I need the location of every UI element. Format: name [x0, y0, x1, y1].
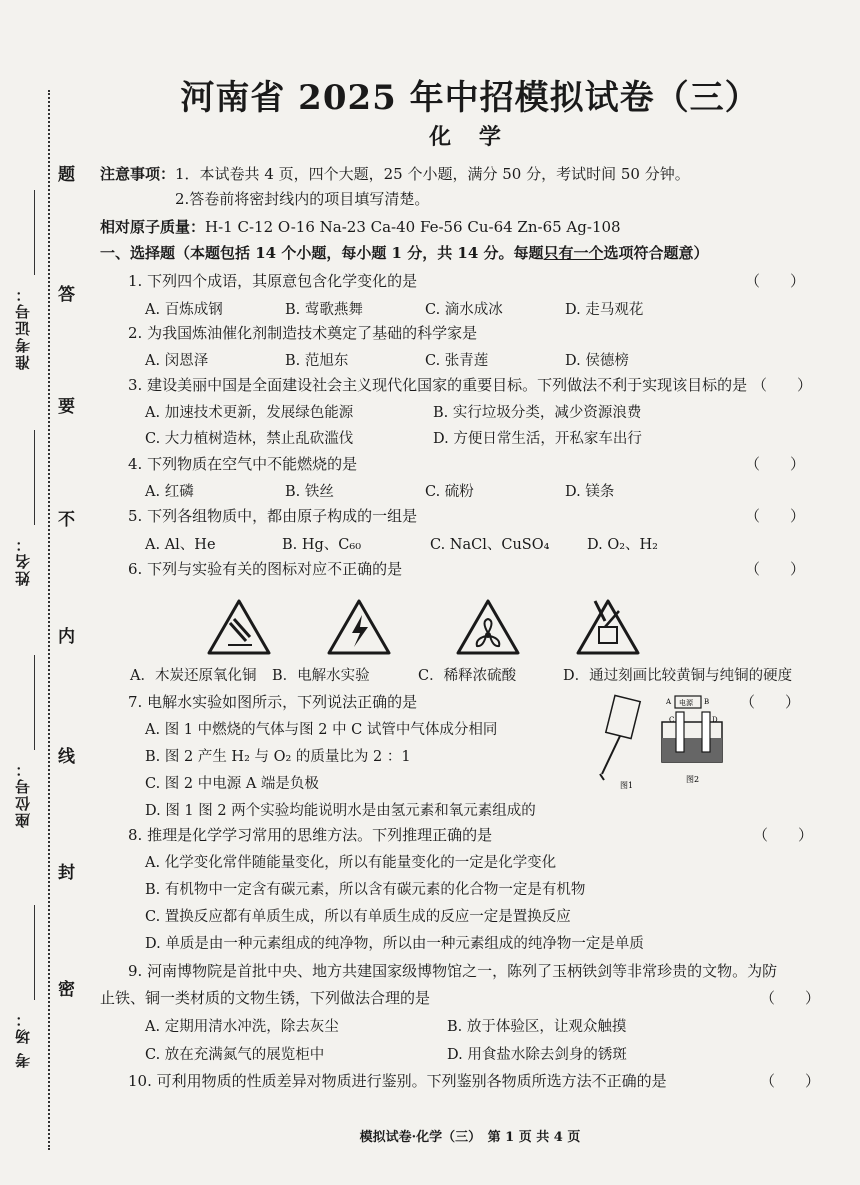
seal-char: 答 [58, 285, 75, 305]
answer-paren[interactable]: （ ） [740, 693, 801, 711]
question-stem: 2. 为我国炼油催化剂制造技术奠定了基础的科学家是 [128, 324, 478, 342]
seat-field[interactable] [34, 655, 35, 750]
question-stem: 4. 下列物质在空气中不能燃烧的是 [128, 455, 358, 473]
terminal-a-label: A [666, 698, 672, 706]
option: D. 侯德榜 [565, 353, 629, 369]
exam-room-label: 考 场： [14, 1010, 32, 1069]
option: C. 大力植树造林，禁止乱砍滥伐 [145, 431, 354, 447]
answer-paren[interactable]: （ ） [752, 376, 813, 394]
option: C. 置换反应都有单质生成，所以有单质生成的反应一定是置换反应 [145, 909, 571, 925]
atomic-mass [100, 216, 621, 237]
option: B．电解水实验 [272, 668, 370, 684]
atomic-mass-label: 相对原子质量： [100, 218, 206, 236]
option: C. 图 2 中电源 A 端是负极 [145, 776, 319, 792]
option: D. 单质是由一种元素组成的纯净物，所以由一种元素组成的纯净物一定是单质 [145, 936, 644, 952]
question-stem: 7. 电解水实验如图所示，下列说法正确的是 [128, 693, 418, 711]
option: B. 放于体验区，让观众触摸 [447, 1019, 627, 1035]
option: D. 用食盐水除去剑身的锈斑 [447, 1047, 627, 1063]
figure2-label: 图2 [686, 775, 700, 784]
option: B. 莺歌燕舞 [285, 302, 363, 318]
section1-heading [100, 242, 709, 263]
question-stem: 9. 河南博物院是首批中央、地方共建国家级博物馆之一，陈列了玉柄铁剑等非常珍贵的文物。为防 [128, 962, 778, 980]
question-stem: 5. 下列各组物质中，都由原子构成的一组是 [128, 507, 418, 525]
exam-id-label: 准考证号： [14, 285, 32, 370]
option: A. Al、He [145, 537, 216, 553]
exam-room-field[interactable] [34, 905, 35, 1000]
seal-char: 密 [58, 980, 75, 1000]
answer-paren[interactable]: （ ） [745, 455, 806, 473]
hot-surface-warning-icon [206, 597, 272, 657]
option: A．木炭还原氧化铜 [130, 668, 257, 684]
seal-char: 题 [58, 165, 75, 185]
tube-c-label: C [669, 716, 675, 724]
question-stem: 3. 建设美丽中国是全面建设社会主义现代化国家的重要目标。下列做法不利于实现该目标的是 [128, 376, 748, 394]
notice-line2: 2.答卷前将密封线内的项目填写清楚。 [175, 190, 430, 208]
option: D. 镁条 [565, 484, 615, 500]
notice-line1: 1．本试卷共 4 页，四个大题，25 个小题，满分 50 分，考试时间 50 分钟。 [175, 165, 690, 183]
option: D．通过刻画比较黄铜与纯铜的硬度 [563, 668, 793, 684]
notice [100, 163, 690, 184]
option: B. 图 2 产生 H₂ 与 O₂ 的质量比为 2 ：1 [145, 749, 411, 765]
seal-char: 要 [58, 397, 75, 417]
option: A. 红磷 [145, 484, 194, 500]
option: D. 方便日常生活，开私家车出行 [433, 431, 642, 447]
option: A. 化学变化常伴随能量变化，所以有能量变化的一定是化学变化 [145, 855, 557, 871]
name-field[interactable] [34, 430, 35, 525]
option: B. 有机物中一定含有碳元素，所以含有碳元素的化合物一定是有机物 [145, 882, 586, 898]
answer-paren[interactable]: （ ） [745, 560, 806, 578]
seal-dotted-line [48, 90, 50, 1150]
answer-paren[interactable]: （ ） [753, 826, 814, 844]
seal-char: 封 [58, 863, 75, 883]
tube-d-label: D [712, 716, 718, 724]
option: A. 闵恩泽 [145, 353, 209, 369]
answer-paren[interactable]: （ ） [760, 989, 821, 1007]
section1-heading-a: 一、选择题（本题包括 14 个小题，每小题 1 分，共 14 分。每题 [100, 244, 544, 262]
question-stem: 10. 可利用物质的性质差异对物质进行鉴别。下列鉴别各物质所选方法不正确的是 [128, 1072, 667, 1090]
answer-paren[interactable]: （ ） [745, 272, 806, 290]
page-footer: 模拟试卷·化学（三） 第 1 页 共 4 页 [359, 1130, 581, 1145]
exam-id-field[interactable] [34, 190, 35, 275]
figure1-burning-gas [600, 695, 640, 790]
question-stem-cont: 止铁、铜一类材质的文物生锈，下列做法合理的是 [100, 989, 431, 1007]
option: C. 滴水成冰 [425, 302, 503, 318]
question-stem: 1. 下列四个成语，其原意包含化学变化的是 [128, 272, 418, 290]
seal-char: 线 [58, 747, 75, 767]
electric-hazard-icon [326, 597, 392, 657]
option: D. O₂、H₂ [587, 537, 658, 553]
option: A. 定期用清水冲洗，除去灰尘 [145, 1019, 339, 1035]
answer-paren[interactable]: （ ） [745, 507, 806, 525]
option: C. NaCl、CuSO₄ [430, 537, 550, 553]
option: A. 加速技术更新，发展绿色能源 [145, 405, 354, 421]
page-title: 河南省 2025 年中招模拟试卷（三） [180, 78, 760, 118]
terminal-b-label: B [704, 698, 710, 706]
option: D. 图 1 图 2 两个实验均能说明水是由氢元素和氧元素组成的 [145, 803, 536, 819]
figure2-electrolysis-apparatus [662, 696, 722, 784]
option: D. 走马观花 [565, 302, 644, 318]
question-stem: 6. 下列与实验有关的图标对应不正确的是 [128, 560, 403, 578]
name-label: 姓名： [14, 535, 32, 586]
option: C．稀释浓硫酸 [418, 668, 517, 684]
option: B. 范旭东 [285, 353, 349, 369]
notice-label: 注意事项： [100, 165, 176, 183]
ventilation-fan-icon [455, 597, 521, 657]
option: B. Hg、C₆₀ [282, 537, 362, 553]
figure1-label: 图1 [620, 781, 634, 790]
option: A. 图 1 中燃烧的气体与图 2 中 C 试管中气体成分相同 [145, 722, 498, 738]
seal-char: 内 [58, 627, 75, 647]
section1-heading-underlined: 只有一个 [543, 244, 604, 262]
answer-paren[interactable]: （ ） [760, 1072, 821, 1090]
electrolysis-figure [580, 692, 745, 792]
section1-heading-b: 选项符合题意） [603, 244, 709, 262]
seal-char: 不 [58, 510, 75, 530]
option: C. 放在充满氮气的展览柜中 [145, 1047, 325, 1063]
option: C. 硫粉 [425, 484, 474, 500]
atomic-mass-values: H-1 C-12 O-16 Na-23 Ca-40 Fe-56 Cu-64 Zn-65 Ag-108 [205, 218, 621, 236]
option: A. 百炼成钢 [145, 302, 223, 318]
hand-operation-icon [575, 597, 641, 657]
question-stem: 8. 推理是化学学习常用的思维方法。下列推理正确的是 [128, 826, 493, 844]
subject-title: 化 学 [429, 124, 511, 150]
option: C. 张青莲 [425, 353, 489, 369]
seat-label: 座位号： [14, 760, 32, 828]
option: B. 实行垃圾分类，减少资源浪费 [433, 405, 642, 421]
power-source-label: 电源 [679, 699, 693, 707]
binding-margin [0, 0, 100, 1185]
option: B. 铁丝 [285, 484, 334, 500]
exam-page [100, 0, 840, 1185]
